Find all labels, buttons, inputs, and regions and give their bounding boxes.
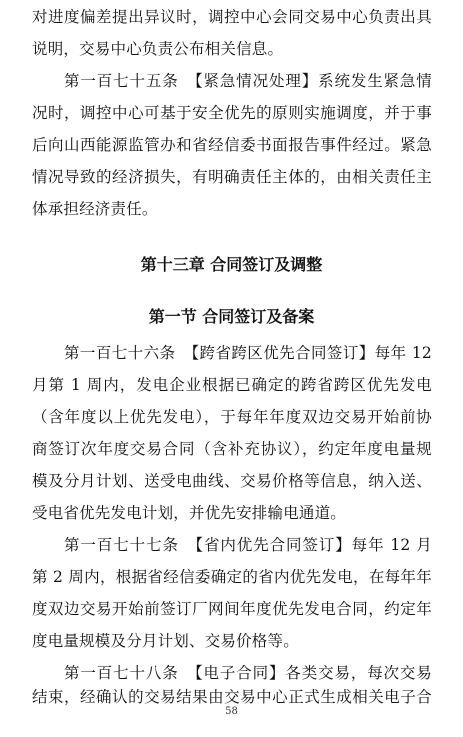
text-line: 后向山西能源监管办和省经信委书面报告事件经过。紧急 [32, 136, 432, 154]
text-line: 模及分月计划、送受电曲线、交易价格等信息，纳入送、 [32, 472, 432, 490]
article-177-line: 第一百七十七条 【省内优先合同签订】每年 12 月 [64, 536, 432, 554]
article-178-line: 第一百七十八条 【电子合同】各类交易，每次交易 [64, 664, 432, 682]
chapter-title: 第十三章 合同签订及调整 [140, 255, 323, 274]
text-line: 受电省优先发电计划，并优先安排输电通道。 [32, 504, 347, 522]
text-line: 说明，交易中心负责公布相关信息。 [32, 40, 284, 58]
text-line: 月第 1 周内，发电企业根据已确定的跨省跨区优先发电 [32, 376, 432, 394]
text-line: 度双边交易开始前签订厂网间年度优先发电合同，约定年 [32, 600, 432, 618]
article-176-line: 第一百七十六条 【跨省跨区优先合同签订】每年 12 [64, 344, 432, 362]
text-line: （含年度以上优先发电），于每年年度双边交易开始前协 [32, 408, 432, 426]
article-175-line: 第一百七十五条 【紧急情况处理】系统发生紧急情 [64, 72, 432, 90]
section-title: 第一节 合同签订及备案 [148, 307, 315, 326]
text-line: 况时，调控中心可基于安全优先的原则实施调度，并于事 [32, 104, 432, 122]
text-line: 商签订次年度交易合同（含补充协议），约定年度电量规 [32, 440, 432, 458]
page-number: 58 [225, 706, 238, 717]
text-line: 第 2 周内，根据省经信委确定的省内优先发电，在每年年 [32, 568, 432, 586]
text-line: 情况导致的经济损失，有明确责任主体的，由相关责任主 [32, 168, 432, 186]
text-line: 体承担经济责任。 [32, 200, 158, 218]
text-line: 对进度偏差提出异议时，调控中心会同交易中心负责出具 [32, 8, 432, 26]
text-line: 度电量规模及分月计划、交易价格等。 [32, 632, 299, 650]
text-line: 结束，经确认的交易结果由交易中心正式生成相关电子合 [32, 688, 432, 706]
